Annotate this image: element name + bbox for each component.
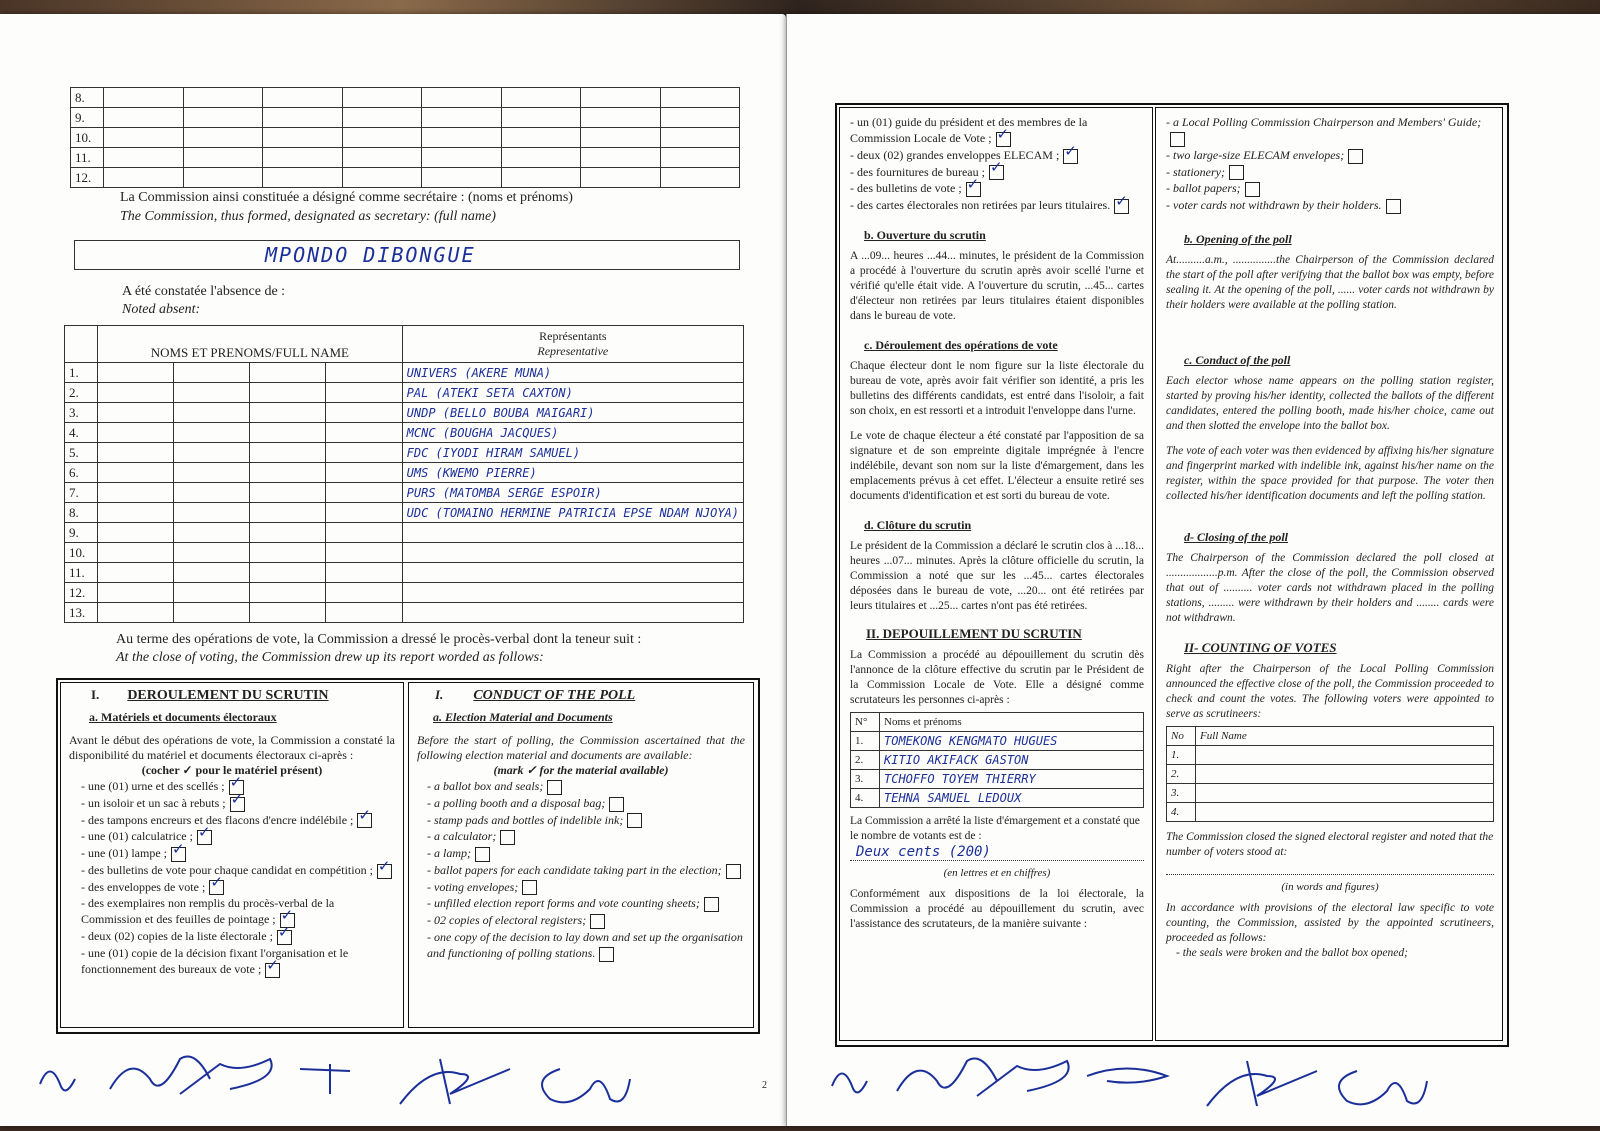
material-item-en: - a calculator; bbox=[427, 828, 745, 845]
empty-cell bbox=[174, 403, 250, 423]
empty-cell bbox=[250, 403, 326, 423]
final-text2-en: - the seals were broken and the ballot box opened; bbox=[1176, 946, 1408, 959]
empty-cell bbox=[98, 463, 174, 483]
empty-cell bbox=[98, 523, 174, 543]
scrutineer-row-en bbox=[1167, 764, 1494, 783]
row-number: 8. bbox=[65, 503, 98, 523]
checkbox-empty[interactable] bbox=[590, 914, 605, 929]
representative-cell bbox=[402, 603, 743, 623]
checkbox-checked[interactable] bbox=[1063, 149, 1078, 164]
secretary-name: MPONDO DIBONGUE bbox=[265, 243, 476, 267]
material-item-fr: - des fournitures de bureau ;✓ bbox=[850, 164, 1144, 181]
intro-fr: Avant le début des opérations de vote, la Commission a constaté la disponibilité du matériel et documents électoraux ci-après : bbox=[69, 733, 395, 762]
scrutineer-row bbox=[851, 731, 1144, 750]
empty-cell bbox=[422, 148, 502, 168]
absent-row bbox=[65, 523, 744, 543]
empty-cell bbox=[422, 168, 502, 188]
empty-cell bbox=[98, 403, 174, 423]
representative-cell bbox=[402, 583, 743, 603]
conduct-en-column: I. CONDUCT OF THE POLL a. Election Material and Documents Before the start of polling, the Commission ascertained that the following election material and documents are available: (mark ✓ for the material available) - a ballot box and seals; - a polling booth and a disposal bag; - stamp pads and bottles of indelible ink; - a calculator; - a lamp; - ballot papers for each candidate taking part in the election; - voting envelopes; - unfilled election report forms and vote counting sheets; - 02 copies of electoral registers; - one copy of the decision to lay down and set up the organisation and functioning of polling stations. bbox=[408, 682, 754, 1028]
representative-cell: UMS (KWEMO PIERRE) bbox=[402, 463, 743, 483]
empty-cell bbox=[422, 108, 502, 128]
checkbox-empty[interactable] bbox=[475, 847, 490, 862]
material-item-en: - ballot papers for each candidate taking part in the election; bbox=[427, 862, 745, 879]
empty-cell bbox=[174, 523, 250, 543]
conduct-text2-fr: Le vote de chaque électeur a été constaté par l'apposition de sa signature et de son empreinte digitale imprégnée à l'encre indélébile, devant son nom sur la liste d'émargement, dans les emplacements prévus à cet effet. L'électeur a ensuite retiré ses documents d'identification et est sorti du bureau de vote. bbox=[850, 429, 1144, 502]
checkbox-checked[interactable] bbox=[1114, 199, 1129, 214]
checkbox-empty[interactable] bbox=[599, 947, 614, 962]
checkbox-empty[interactable] bbox=[1348, 149, 1363, 164]
material-item-en: - a polling booth and a disposal bag; bbox=[427, 795, 745, 812]
row-number: 1. bbox=[1167, 745, 1196, 764]
empty-cell bbox=[342, 88, 422, 108]
member-row bbox=[71, 108, 740, 128]
empty-cell bbox=[183, 108, 263, 128]
empty-cell bbox=[250, 423, 326, 443]
row-number: 12. bbox=[65, 583, 98, 603]
subsection-a-fr: a. Matériels et documents électoraux bbox=[89, 710, 277, 724]
row-number: 4. bbox=[1167, 802, 1196, 821]
scrutineer-row-en bbox=[1167, 783, 1494, 802]
signatures-right bbox=[827, 1046, 1467, 1116]
counting-title-en: II- COUNTING OF VOTES bbox=[1184, 639, 1337, 655]
row-number: 10. bbox=[65, 543, 98, 563]
empty-cell bbox=[342, 148, 422, 168]
empty-cell bbox=[326, 523, 402, 543]
row-number: 6. bbox=[65, 463, 98, 483]
counting-text-fr: La Commission a procédé au dépouillement du scrutin dès l'annonce de la clôture effective du scrutin par le Président de la Commission Locale de Vote. Elle a désigné comme scrutateurs les personnes ci-après : bbox=[850, 648, 1144, 706]
words-label-fr: (en lettres et en chiffres) bbox=[943, 866, 1051, 879]
empty-cell bbox=[98, 363, 174, 383]
members-table-continued bbox=[70, 87, 740, 188]
empty-cell bbox=[1196, 802, 1494, 821]
absent-row bbox=[65, 563, 744, 583]
voters-line-en bbox=[1166, 860, 1494, 875]
row-number: 9. bbox=[65, 523, 98, 543]
empty-cell bbox=[183, 148, 263, 168]
empty-cell bbox=[104, 88, 184, 108]
material-item-fr: - des exemplaires non remplis du procès-verbal de la Commission et des feuilles de pointage ;✓ bbox=[81, 895, 395, 928]
opening-title-en: b. Opening of the poll bbox=[1184, 231, 1292, 246]
scrutineer-row bbox=[851, 769, 1144, 788]
checkbox-empty[interactable] bbox=[627, 813, 642, 828]
empty-cell bbox=[174, 583, 250, 603]
scrutineers-table-en: No Full Name 1. 2. 3. 4. bbox=[1166, 726, 1494, 822]
secretary-label-en: The Commission, thus formed, designated as secretary: (full name) bbox=[120, 209, 496, 224]
subsection-a-en: a. Election Material and Documents bbox=[433, 710, 613, 724]
conduct-text-en: Each elector whose name appears on the polling station register, started by proving his/her identity, collected the ballots of the different candidates, entered the polling booth, made his/her choice, came out and then slotted the envelope into the ballot box. bbox=[1166, 374, 1494, 432]
scrutineer-name: KITIO AKIFACK GASTON bbox=[880, 750, 1144, 769]
signatures-left bbox=[30, 1044, 690, 1114]
empty-cell bbox=[98, 543, 174, 563]
check-instruction-en: (mark ✓ for the material available) bbox=[493, 763, 669, 777]
row-number: 2. bbox=[65, 383, 98, 403]
material-item-en: - stamp pads and bottles of indelible ink; bbox=[427, 812, 745, 829]
empty-cell bbox=[660, 88, 740, 108]
checkbox-empty[interactable] bbox=[547, 780, 562, 795]
empty-cell bbox=[326, 403, 402, 423]
empty-cell bbox=[326, 603, 402, 623]
absent-row bbox=[65, 423, 744, 443]
checkbox-empty[interactable] bbox=[1245, 182, 1260, 197]
material-item-fr: - des cartes électorales non retirées par leurs titulaires.✓ bbox=[850, 197, 1144, 214]
empty-cell bbox=[104, 168, 184, 188]
representative-cell bbox=[402, 543, 743, 563]
material-item-fr: - un isoloir et un sac à rebuts ;✓ bbox=[81, 795, 395, 812]
scrutineer-name: TEHNA SAMUEL LEDOUX bbox=[880, 788, 1144, 807]
material-item-en: - a Local Polling Commission Chairperson and Members' Guide; bbox=[1166, 114, 1494, 147]
check-instruction-fr: (cocher ✓ pour le matériel présent) bbox=[141, 763, 323, 777]
empty-cell bbox=[174, 423, 250, 443]
absent-row bbox=[65, 503, 744, 523]
left-page bbox=[0, 14, 786, 1126]
empty-cell bbox=[104, 128, 184, 148]
absent-row bbox=[65, 403, 744, 423]
words-label-en: (in words and figures) bbox=[1281, 880, 1379, 893]
empty-cell bbox=[660, 168, 740, 188]
material-item-en: - stationery; bbox=[1166, 164, 1494, 181]
absent-row bbox=[65, 463, 744, 483]
empty-cell bbox=[342, 108, 422, 128]
empty-cell bbox=[581, 148, 661, 168]
empty-cell bbox=[174, 563, 250, 583]
empty-cell bbox=[174, 503, 250, 523]
empty-cell bbox=[326, 483, 402, 503]
material-item-en: - a ballot box and seals; bbox=[427, 778, 745, 795]
empty-cell bbox=[250, 483, 326, 503]
empty-cell bbox=[581, 168, 661, 188]
material-item-en: - one copy of the decision to lay down and set up the organisation and functioning of polling stations. bbox=[427, 929, 743, 960]
voters-label-fr: La Commission a arrêté la liste d'émargement et a constaté que le nombre de votants est de : bbox=[850, 814, 1140, 842]
representative-cell: FDC (IYODI HIRAM SAMUEL) bbox=[402, 443, 743, 463]
empty-cell bbox=[263, 168, 343, 188]
scrutineer-row-en bbox=[1167, 745, 1494, 764]
checkbox-empty[interactable] bbox=[522, 880, 537, 895]
empty-cell bbox=[250, 523, 326, 543]
representative-cell: UNIVERS (AKERE MUNA) bbox=[402, 363, 743, 383]
empty-cell bbox=[263, 128, 343, 148]
empty-cell bbox=[1196, 745, 1494, 764]
empty-cell bbox=[1196, 764, 1494, 783]
empty-cell bbox=[104, 148, 184, 168]
voters-value: Deux cents (200) bbox=[850, 844, 1144, 861]
member-row bbox=[71, 148, 740, 168]
checkbox-empty[interactable] bbox=[1386, 199, 1401, 214]
row-number: 11. bbox=[65, 563, 98, 583]
empty-cell bbox=[581, 128, 661, 148]
empty-cell bbox=[1196, 783, 1494, 802]
intro-en: Before the start of polling, the Commission ascertained that the following election material and documents are available: bbox=[417, 733, 745, 762]
absent-row bbox=[65, 543, 744, 563]
representative-cell: UDC (TOMAINO HERMINE PATRICIA EPSE NDAM NJOYA) bbox=[402, 503, 743, 523]
empty-cell bbox=[263, 148, 343, 168]
secretary-box bbox=[74, 240, 740, 270]
empty-cell bbox=[326, 563, 402, 583]
empty-cell bbox=[660, 148, 740, 168]
counting-text-en: Right after the Chairperson of the Local Polling Commission announced the effective close of the poll, the Commission proceeded to check and count the votes. The following voters were appointed to serve as scrutineers: bbox=[1166, 662, 1494, 720]
material-item-fr: - des tampons encreurs et des flacons d'encre indélébile ;✓ bbox=[81, 812, 395, 829]
material-item-fr: - des bulletins de vote ;✓ bbox=[850, 180, 1144, 197]
empty-cell bbox=[183, 128, 263, 148]
representative-cell: PAL (ATEKI SETA CAXTON) bbox=[402, 383, 743, 403]
empty-cell bbox=[98, 563, 174, 583]
checkbox-checked[interactable] bbox=[966, 182, 981, 197]
empty-cell bbox=[660, 128, 740, 148]
opening-title-fr: b. Ouverture du scrutin bbox=[864, 227, 986, 242]
checkbox-checked[interactable] bbox=[996, 132, 1011, 147]
empty-cell bbox=[104, 108, 184, 128]
empty-cell bbox=[326, 503, 402, 523]
empty-cell bbox=[342, 168, 422, 188]
row-number: 2. bbox=[1167, 764, 1196, 783]
row-number: 3. bbox=[65, 403, 98, 423]
material-item-en: - two large-size ELECAM envelopes; bbox=[1166, 147, 1494, 164]
row-number: 8. bbox=[71, 88, 104, 108]
empty-cell bbox=[326, 443, 402, 463]
empty-cell bbox=[174, 463, 250, 483]
scrutineer-name: TCHOFFO TOYEM THIERRY bbox=[880, 769, 1144, 788]
scrutineer-row bbox=[851, 788, 1144, 807]
empty-cell bbox=[326, 383, 402, 403]
closed-text-en: The Commission closed the signed electoral register and noted that the number of voters stood at: bbox=[1166, 830, 1494, 858]
material-item-en: - voting envelopes; bbox=[427, 879, 745, 896]
final-text-fr: Conformément aux dispositions de la loi électorale, la Commission a procédé au dépouillement du scrutin, avec l'assistance des scrutateurs, de la manière suivante : bbox=[850, 887, 1144, 930]
material-item-en: - 02 copies of electoral registers; bbox=[427, 912, 745, 929]
checkbox-checked[interactable] bbox=[265, 963, 280, 978]
conduct-title-fr: c. Déroulement des opérations de vote bbox=[864, 337, 1058, 352]
absent-label-en: Noted absent: bbox=[122, 302, 201, 317]
empty-cell bbox=[422, 88, 502, 108]
absent-row bbox=[65, 483, 744, 503]
checkbox-checked[interactable] bbox=[209, 880, 224, 895]
empty-cell bbox=[98, 423, 174, 443]
empty-cell bbox=[174, 363, 250, 383]
material-item-fr: - deux (02) copies de la liste électorale ;✓ bbox=[81, 928, 395, 945]
empty-cell bbox=[174, 443, 250, 463]
material-item-en: - voter cards not withdrawn by their holders. bbox=[1166, 197, 1494, 214]
empty-cell bbox=[326, 583, 402, 603]
checkbox-checked[interactable] bbox=[377, 864, 392, 879]
section-title-en: CONDUCT OF THE POLL bbox=[473, 688, 636, 703]
section-title-fr: DEROULEMENT DU SCRUTIN bbox=[127, 688, 329, 703]
checkbox-empty[interactable] bbox=[500, 830, 515, 845]
checkbox-empty[interactable] bbox=[704, 897, 719, 912]
member-row bbox=[71, 168, 740, 188]
material-item-en: - unfilled election report forms and vote counting sheets; bbox=[427, 895, 745, 912]
empty-cell bbox=[250, 563, 326, 583]
counting-title-fr: II. DEPOUILLEMENT DU SCRUTIN bbox=[866, 625, 1082, 641]
material-item-fr: - un (01) guide du président et des membres de la Commission Locale de Vote ;✓ bbox=[850, 114, 1144, 147]
empty-cell bbox=[98, 503, 174, 523]
absent-row bbox=[65, 443, 744, 463]
empty-cell bbox=[250, 383, 326, 403]
empty-cell bbox=[183, 168, 263, 188]
empty-cell bbox=[501, 128, 581, 148]
row-number: 11. bbox=[71, 148, 104, 168]
row-number: 3. bbox=[851, 769, 880, 788]
empty-cell bbox=[250, 583, 326, 603]
checkbox-empty[interactable] bbox=[1229, 165, 1244, 180]
material-item-fr: - des bulletins de vote pour chaque candidat en compétition ;✓ bbox=[81, 862, 395, 879]
row-number: 1. bbox=[65, 363, 98, 383]
member-row bbox=[71, 88, 740, 108]
row-number: 3. bbox=[1167, 783, 1196, 802]
empty-cell bbox=[183, 88, 263, 108]
empty-cell bbox=[501, 88, 581, 108]
checkbox-checked[interactable] bbox=[989, 165, 1004, 180]
conduct-text2-en: The vote of each voter was then evidenced by affixing his/her signature and fingerprint marked with indelible ink, against his/her name on the register, within the space provided for that purpose. The voter then collected his/her identification documents and left the polling station. bbox=[1166, 444, 1494, 502]
empty-cell bbox=[342, 128, 422, 148]
empty-cell bbox=[581, 88, 661, 108]
scrutineer-row bbox=[851, 750, 1144, 769]
opening-text-fr: A ...09... heures ...44... minutes, le président de la Commission a procédé à l'ouverture du scrutin après avoir scellé l'urne et vérifié qu'elle était vide. A l'ouverture du scrutin, ...45... cartes d'électeur non retirées par leurs titulaires étaient disponibles dans le bureau de vote. bbox=[850, 249, 1144, 322]
empty-cell bbox=[581, 108, 661, 128]
empty-cell bbox=[98, 603, 174, 623]
row-number: 4. bbox=[851, 788, 880, 807]
empty-cell bbox=[501, 148, 581, 168]
page-number: 2 bbox=[762, 1080, 767, 1091]
row-number: 1. bbox=[851, 731, 880, 750]
scrutineer-name: TOMEKONG KENGMATO HUGUES bbox=[880, 731, 1144, 750]
checkbox-checked[interactable] bbox=[357, 813, 372, 828]
col-representative: Représentants Representative bbox=[402, 326, 743, 363]
row-number: 7. bbox=[65, 483, 98, 503]
scrutineer-row-en bbox=[1167, 802, 1494, 821]
empty-cell bbox=[98, 383, 174, 403]
material-item-fr: - une (01) lampe ;✓ bbox=[81, 845, 395, 862]
checkbox-empty[interactable] bbox=[609, 797, 624, 812]
material-item-en: - a lamp; bbox=[427, 845, 745, 862]
empty-cell bbox=[174, 483, 250, 503]
empty-cell bbox=[501, 108, 581, 128]
representative-cell: MCNC (BOUGHA JACQUES) bbox=[402, 423, 743, 443]
empty-cell bbox=[250, 603, 326, 623]
absent-label-fr: A été constatée l'absence de : bbox=[122, 284, 286, 299]
checkbox-checked[interactable] bbox=[197, 830, 212, 845]
scrutineers-table-fr: N° Noms et prénoms 1. TOMEKONG KENGMATO HUGUES 2. KITIO AKIFACK GASTON 3. TCHOFFO TOYEM THIERRY 4. TEHNA SAMUEL LEDOUX bbox=[850, 712, 1144, 808]
right-page bbox=[786, 14, 1600, 1126]
empty-cell bbox=[250, 363, 326, 383]
secretary-label-fr: La Commission ainsi constituée a désigné comme secrétaire : (noms et prénoms) bbox=[120, 190, 573, 205]
row-number: 12. bbox=[71, 168, 104, 188]
closing-text-fr: Le président de la Commission a déclaré le scrutin clos à ...18... heures ...07... minutes. Après la clôture officielle du scrutin, la Commission a noté que sur les ...45... cartes électorales déposées dans le bureau de vote, ...20... ont été retirées par leurs titulaires et ...25... cartes n'ont pas été retirées. bbox=[850, 539, 1144, 612]
checkbox-checked[interactable] bbox=[277, 930, 292, 945]
row-number: 2. bbox=[851, 750, 880, 769]
row-number: 5. bbox=[65, 443, 98, 463]
empty-cell bbox=[422, 128, 502, 148]
material-item-fr: - une (01) copie de la décision fixant l'organisation et le fonctionnement des bureaux de vote ;✓ bbox=[81, 945, 395, 978]
empty-cell bbox=[326, 423, 402, 443]
row-number: 13. bbox=[65, 603, 98, 623]
row-number: 9. bbox=[71, 108, 104, 128]
final-text-en: In accordance with provisions of the electoral law specific to vote counting, the Commission, assisted by the appointed scrutineers, proceeded as follows: bbox=[1166, 901, 1494, 944]
conduct-title-en: c. Conduct of the poll bbox=[1184, 352, 1291, 367]
empty-cell bbox=[250, 543, 326, 563]
empty-cell bbox=[263, 108, 343, 128]
conduct-text-fr: Chaque électeur dont le nom figure sur la liste électorale du bureau de vote, après avoir fait vérifier son identité, a pris les bulletins des différents candidats, est entré dans l'isoloir, a fait son choix, en est ressorti et a introduit l'enveloppe dans l'urne. bbox=[850, 359, 1144, 417]
checkbox-empty[interactable] bbox=[1170, 132, 1185, 147]
absent-table bbox=[64, 325, 744, 623]
member-row bbox=[71, 128, 740, 148]
material-item-fr: - une (01) urne et des scellés ;✓ bbox=[81, 778, 395, 795]
absent-row bbox=[65, 583, 744, 603]
checkbox-checked[interactable] bbox=[230, 797, 245, 812]
empty-cell bbox=[174, 383, 250, 403]
absent-row bbox=[65, 363, 744, 383]
empty-cell bbox=[98, 483, 174, 503]
closing-title-en: d- Closing of the poll bbox=[1184, 529, 1289, 544]
empty-cell bbox=[326, 363, 402, 383]
checkbox-checked[interactable] bbox=[171, 847, 186, 862]
row-number: 4. bbox=[65, 423, 98, 443]
empty-cell bbox=[660, 108, 740, 128]
material-item-fr: - une (01) calculatrice ;✓ bbox=[81, 828, 395, 845]
closing-title-fr: d. Clôture du scrutin bbox=[864, 517, 972, 532]
empty-cell bbox=[250, 463, 326, 483]
empty-cell bbox=[250, 503, 326, 523]
material-item-en: - ballot papers; bbox=[1166, 180, 1494, 197]
opening-text-en: At..........a.m., ...............the Chairperson of the Commission declared the start of the poll after verifying that the ballot box was empty, before sealing it. At the opening of the poll, ...... voter cards not withdrawn by their holders were available at the polling station. bbox=[1166, 253, 1494, 311]
empty-cell bbox=[326, 543, 402, 563]
form-fr-column bbox=[839, 107, 1153, 1041]
empty-cell bbox=[174, 603, 250, 623]
empty-cell bbox=[250, 443, 326, 463]
representative-cell bbox=[402, 523, 743, 543]
form-en-column bbox=[1155, 107, 1503, 1041]
empty-cell bbox=[501, 168, 581, 188]
closing-text-fr: Au terme des opérations de vote, la Commission a dressé le procès-verbal dont la teneur suit : bbox=[116, 632, 642, 647]
empty-cell bbox=[98, 443, 174, 463]
conduct-fr-column: I. DEROULEMENT DU SCRUTIN a. Matériels et documents électoraux Avant le début des opérations de vote, la Commission a constaté la disponibilité du matériel et documents électoraux ci-après : (cocher ✓ pour le matériel présent) - une (01) urne et des scellés ;✓ - un isoloir et un sac à rebuts ;✓ - des tampons encreurs et des flacons d'encre indélébile ;✓ - une (01) calculatrice ;✓ - une (01) lampe ;✓ - des bulletins de vote pour chaque candidat en compétition ;✓ - des enveloppes de vote ;✓ - des exemplaires non remplis du procès-verbal de la Commission et des feuilles de pointage ;✓ - deux (02) copies de la liste électorale ;✓ - une (01) copie de la décision fixant l'organisation et le fonctionnement des bureaux de vote ;✓ bbox=[60, 682, 404, 1028]
col-names: NOMS ET PRENOMS/FULL NAME bbox=[98, 326, 403, 363]
empty-cell bbox=[263, 88, 343, 108]
empty-cell bbox=[326, 463, 402, 483]
representative-cell: UNDP (BELLO BOUBA MAIGARI) bbox=[402, 403, 743, 423]
empty-cell bbox=[174, 543, 250, 563]
material-item-fr: - deux (02) grandes enveloppes ELECAM ;✓ bbox=[850, 147, 1144, 164]
closing-text-en: At the close of voting, the Commission drew up its report worded as follows: bbox=[116, 650, 544, 665]
row-number: 10. bbox=[71, 128, 104, 148]
representative-cell: PURS (MATOMBA SERGE ESPOIR) bbox=[402, 483, 743, 503]
absent-row bbox=[65, 603, 744, 623]
representative-cell bbox=[402, 563, 743, 583]
material-item-fr: - des enveloppes de vote ;✓ bbox=[81, 879, 395, 896]
checkbox-empty[interactable] bbox=[726, 864, 741, 879]
absent-row bbox=[65, 383, 744, 403]
closing-text-en: The Chairperson of the Commission declared the poll closed at ..................p.m. After the close of the poll, the Commission observed that out of .......... voter cards not withdrawn placed in the polling stations, ......... were withdrawn by their holders and ........ cards were not withdrawn. bbox=[1166, 551, 1494, 624]
empty-cell bbox=[98, 583, 174, 603]
